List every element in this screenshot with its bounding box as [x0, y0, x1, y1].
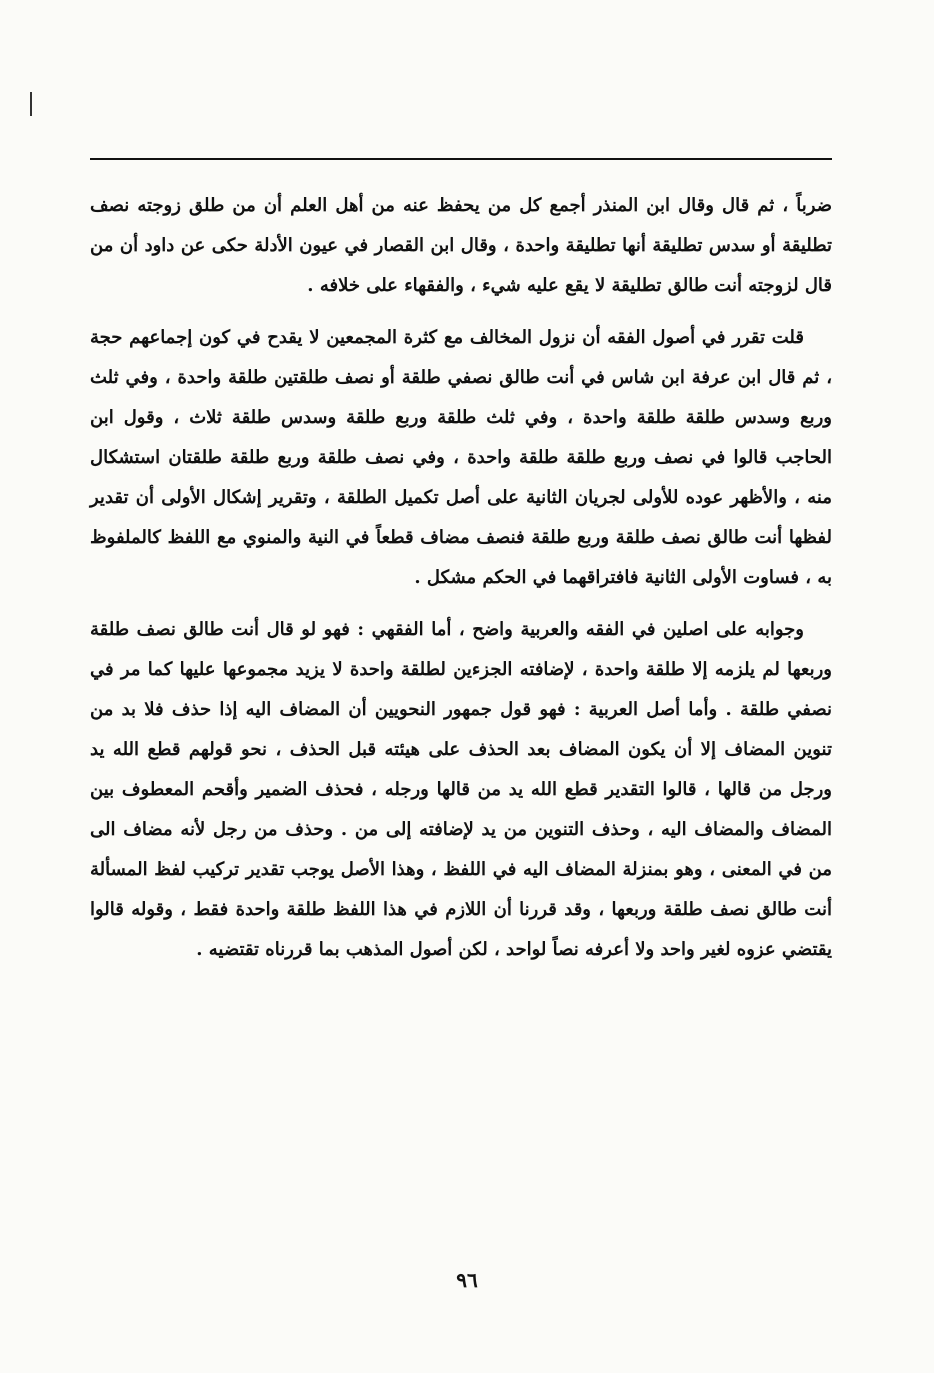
page-number: ٩٦ [456, 1268, 478, 1292]
margin-mark [30, 92, 32, 116]
paragraph-2: قلت تقرر في أصول الفقه أن نزول المخالف مع كثرة المجمعين لا يقدح في كون إجماعهم حجة ، ثم قال ابن عرفة ابن شاس في أنت طالق نصفي طلقة أو نصف طلقتين طلقة واحدة ، وفي ثلث وربع وسدس طلقة طلقة واحدة ، وفي ثلث طلقة وربع طلقة وسدس طلقة ثلاث ، وقول ابن الحاجب قالوا في نصف وربع طلقة طلقة واحدة ، وفي نصف طلقة وربع طلقة طلقتان استشكال منه ، والأظهر عوده للأولى لجريان الثانية على أصل تكميل الطلقة ، وتقرير إشكال الأولى أن تقدير لفظها أنت طالق نصف طلقة وربع طلقة فنصف مضاف قطعاً في النية والمنوي مع اللفظ كالملفوظ به ، فساوت الأولى الثانية فافتراقهما في الحكم مشكل . [90, 327, 833, 588]
paragraph-3: وجوابه على اصلين في الفقه والعربية واضح ، أما الفقهي : فهو لو قال أنت طالق نصف طلقة وربعها لم يلزمه إلا طلقة واحدة ، لإضافته الجزءين لطلقة واحدة لا يزيد مجموعها عليها كما مر في نصفي طلقة . وأما أصل العربية : فهو قول جمهور النحويين أن المضاف اليه إذا حذف فلا بد من تنوين المضاف إلا أن يكون المضاف بعد الحذف على هيئته قبل الحذف ، نحو قولهم قطع الله يد ورجل من قالها ، قالوا التقدير قطع الله يد من قالها ورجله ، فحذف الضمير وأقحم المعطوف بين المضاف والمضاف اليه ، وحذف التنوين من يد لإضافته إلى من . وحذف من رجل لأنه مضاف الى من في المعنى ، وهو بمنزلة المضاف اليه في اللفظ ، وهذا الأصل يوجب تقدير تركيب لفظ المسألة أنت طالق نصف طلقة وربعها ، وقد قررنا أن اللازم في هذا اللفظ طلقة واحدة فقط ، وقوله قالوا يقتضي عزوه لغير واحد ولا أعرفه نصاً لواحد ، لكن أصول المذهب بما قررناه تقتضيه . [90, 619, 833, 960]
main-text [90, 186, 832, 982]
header-rule [90, 158, 832, 160]
paragraph-1: ضرباً ، ثم قال وقال ابن المنذر أجمع كل من يحفظ عنه من أهل العلم أن من طلق زوجته نصف تطليقة أو سدس تطليقة أنها تطليقة واحدة ، وقال ابن القصار في عيون الأدلة حكى عن داود أن من قال لزوجته أنت طالق تطليقة لا يقع عليه شيء ، والفقهاء على خلافه . [90, 195, 832, 296]
